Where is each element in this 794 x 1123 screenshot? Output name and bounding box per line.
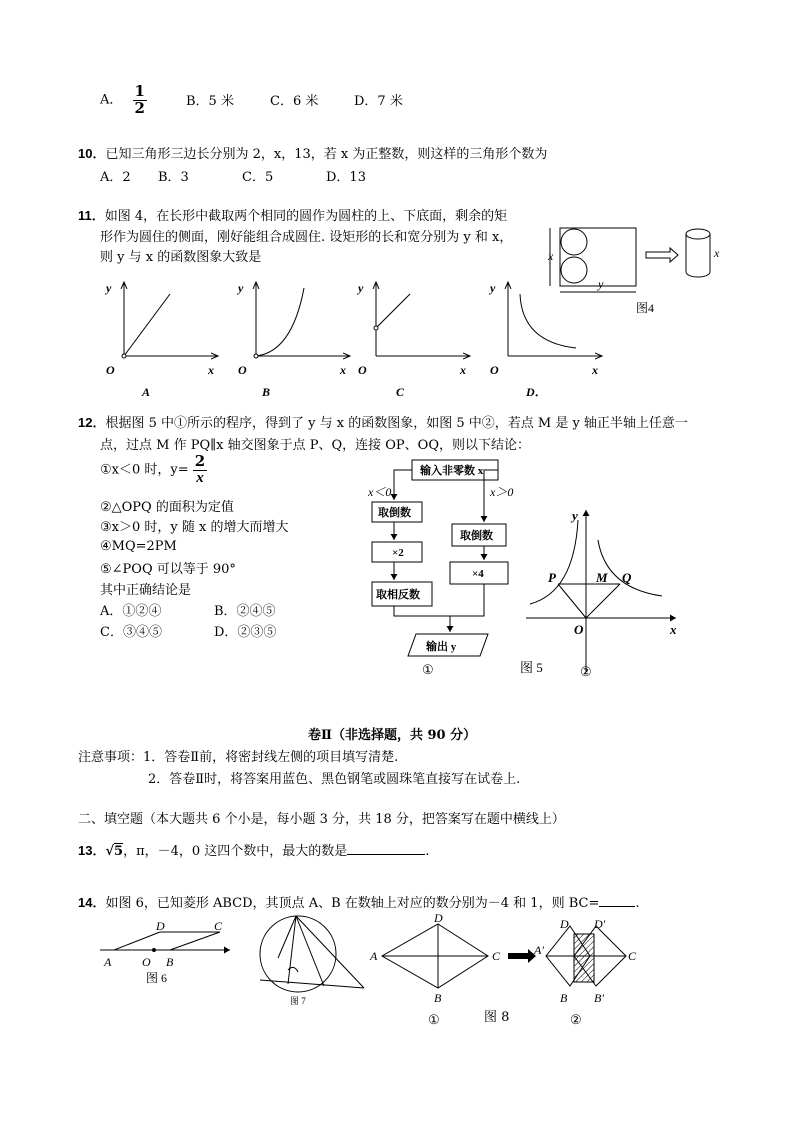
q11-line3: 则 y 与 x 的函数图象大致是	[100, 250, 262, 265]
graph-a	[104, 281, 218, 398]
q13: 13．√5，π，－4，0 这四个数中，最大的数是 .	[78, 843, 430, 859]
q12-text-1: 根据图 5 中①所示的程序，得到了 y 与 x 的函数图象，如图 5 中②，若点 M 是 y 轴正半轴上任意一	[105, 416, 688, 431]
svg-text:O: O	[490, 363, 499, 377]
svg-text:y: y	[490, 281, 496, 295]
svg-text:y: y	[106, 281, 112, 295]
svg-text:取倒数: 取倒数	[378, 507, 411, 519]
q9-option-c: C．6 米	[270, 94, 319, 109]
part2-title: 卷Ⅱ（非选择题，共 90 分）	[308, 728, 477, 743]
figure-6	[96, 916, 242, 988]
q12-fraction: $\frac{2}{x}$	[194, 452, 206, 486]
svg-text:x: x	[670, 622, 677, 637]
fig4-cyl-top	[686, 229, 710, 239]
graph-d	[488, 281, 602, 398]
q12-graph	[516, 504, 688, 680]
graph-left-branch	[530, 520, 578, 604]
svg-text:①: ①	[428, 1012, 440, 1027]
svg-text:×2: ×2	[392, 547, 404, 559]
fig4-x-label: x	[548, 249, 554, 263]
svg-text:A′: A′	[534, 943, 544, 957]
svg-text:Q: Q	[622, 570, 632, 585]
svg-text:P: P	[548, 570, 556, 585]
fig8-caption: 图 8	[484, 1010, 510, 1025]
svg-text:取相反数: 取相反数	[376, 589, 420, 601]
q10-stem	[78, 143, 547, 162]
svg-text:C: C	[628, 949, 637, 963]
svg-text:O: O	[142, 955, 151, 969]
svg-text:D: D	[560, 917, 569, 931]
svg-text:取倒数: 取倒数	[460, 530, 493, 542]
q12-option-d: D．②③⑤	[214, 625, 277, 640]
q11-number: 11．	[78, 208, 105, 223]
q9-option-a: A．	[100, 92, 123, 108]
q11-line1	[78, 205, 507, 224]
q14-number: 14．	[78, 895, 106, 910]
q9-fraction	[133, 84, 147, 116]
figure-7	[254, 914, 374, 1006]
q12-prompt: 其中正确结论是	[100, 583, 192, 598]
fig4-caption: 图4	[636, 301, 655, 315]
q12-conclusion-2: ②△OPQ 的面积为定值	[100, 500, 234, 515]
fig5-caption: 图 5	[520, 660, 543, 675]
svg-text:y: y	[238, 281, 244, 295]
q14: 14．如图 6，已知菱形 ABCD，其顶点 A、B 在数轴上对应的数分别为－4 和 1，则 BC= .	[78, 895, 640, 911]
fig6-caption: 图 6	[146, 971, 168, 985]
svg-text:B: B	[560, 991, 568, 1005]
q12-flowchart	[364, 456, 524, 680]
fig4-y-label: y	[598, 277, 604, 291]
q10-option-d: D．13	[326, 170, 366, 185]
fig4-cyl-x: x	[714, 246, 720, 260]
fig4-circle-top	[561, 229, 587, 255]
q11-line2: 形作为圆住的侧面，刚好能组合成圆住. 设矩形的长和宽分别为 y 和 x，	[100, 230, 513, 245]
q9-fraction-num: 1	[134, 82, 145, 100]
flow-label: ①	[422, 662, 434, 677]
svg-text:C: C	[492, 949, 501, 963]
svg-text:O: O	[574, 622, 584, 637]
graph-c	[356, 281, 470, 398]
svg-text:A: A	[104, 955, 112, 969]
svg-text:D: D	[434, 914, 443, 925]
q14-answer-blank[interactable]	[599, 894, 635, 907]
q12-line2: 点，过点 M 作 PQ∥x 轴交图象于点 P、Q，连接 OP、OQ，则以下结论：	[100, 438, 530, 453]
svg-text:x: x	[340, 363, 346, 377]
graph-a-label: A	[142, 385, 151, 398]
q13-answer-blank[interactable]	[347, 842, 425, 855]
fig4-arrow	[646, 248, 678, 262]
q10-option-b: B．3	[158, 170, 189, 185]
graph-right-branch	[598, 540, 662, 596]
figure-8-part2	[530, 914, 640, 1028]
svg-text:x＜0: x＜0	[368, 485, 392, 499]
q10-text: 已知三角形三边长分别为 2，x，13，若 x 为正整数，则这样的三角形个数为	[105, 147, 548, 162]
svg-text:x: x	[208, 363, 214, 377]
fig8-shaded-region	[574, 934, 594, 982]
svg-text:B: B	[434, 991, 442, 1005]
q13-sqrt: √5	[105, 844, 124, 859]
q9-option-b: B．5 米	[186, 94, 234, 109]
q12-conclusion-4: ④MQ=2PM	[100, 539, 177, 554]
q10-number: 10．	[78, 146, 106, 161]
svg-text:x: x	[460, 363, 466, 377]
svg-text:输出 y: 输出 y	[426, 641, 457, 653]
svg-text:②: ②	[570, 1012, 582, 1027]
section-fill-blank: 二、填空题（本大题共 6 个小是，每小题 3 分，共 18 分，把答案写在题中横线上）	[78, 812, 565, 827]
graph-b-label: B	[262, 385, 271, 398]
graph-b	[236, 281, 350, 398]
q9-option-d: D．7 米	[354, 94, 403, 109]
svg-text:O: O	[358, 363, 367, 377]
q11-text-1: 如图 4，在长形中截取两个相同的圆作为圆柱的上、下底面，剩余的矩	[104, 209, 508, 224]
svg-text:D′: D′	[594, 917, 606, 931]
q12-line1	[78, 412, 688, 431]
q12-option-b: B．②④⑤	[214, 604, 276, 619]
part2-notice-1: 注意事项：1．答卷Ⅱ前，将密封线左侧的项目填写清楚.	[78, 750, 399, 765]
q9-fraction-den: 2	[134, 99, 145, 117]
q12-conclusion-3: ③x＞0 时，y 随 x 的增大而增大	[100, 520, 289, 535]
q10-option-c: C．5	[242, 170, 274, 185]
svg-text:B′: B′	[594, 991, 604, 1005]
fig4-cyl-bottom	[686, 272, 710, 277]
svg-text:y: y	[358, 281, 364, 295]
svg-text:输入非零数 x: 输入非零数 x	[420, 465, 484, 477]
svg-text:M: M	[596, 570, 608, 585]
graph-d-label: D．	[526, 385, 547, 398]
svg-text:②: ②	[580, 664, 592, 679]
q12-conclusion-5: ⑤∠POQ 可以等于 90°	[100, 562, 236, 577]
svg-text:O: O	[106, 363, 115, 377]
part2-notice-2: 2．答卷Ⅱ时，将答案用蓝色、黑色钢笔或圆珠笔直接写在试卷上.	[148, 772, 521, 787]
q12-option-c: C．③④⑤	[100, 625, 162, 640]
fig7-caption: 图 7	[290, 996, 306, 1006]
svg-text:B: B	[166, 955, 174, 969]
q11-graphs	[100, 278, 620, 398]
svg-text:A: A	[370, 949, 378, 963]
svg-text:y: y	[572, 508, 578, 523]
svg-text:O: O	[238, 363, 247, 377]
svg-text:x＞0: x＞0	[490, 485, 514, 499]
q12-number: 12．	[78, 415, 106, 430]
graph-c-label: C	[396, 385, 405, 398]
q9-options	[100, 84, 147, 116]
q10-option-a: A．2	[100, 170, 131, 185]
svg-text:D: D	[156, 919, 165, 933]
svg-text:x: x	[592, 363, 598, 377]
svg-text:×4: ×4	[472, 568, 484, 580]
q12-option-a: A．①②④	[100, 604, 162, 619]
svg-text:C: C	[214, 919, 223, 933]
q12-conclusion-1: ①x＜0 时，y= $\frac{2}{x}$	[100, 452, 206, 486]
q13-number: 13．	[78, 843, 106, 858]
